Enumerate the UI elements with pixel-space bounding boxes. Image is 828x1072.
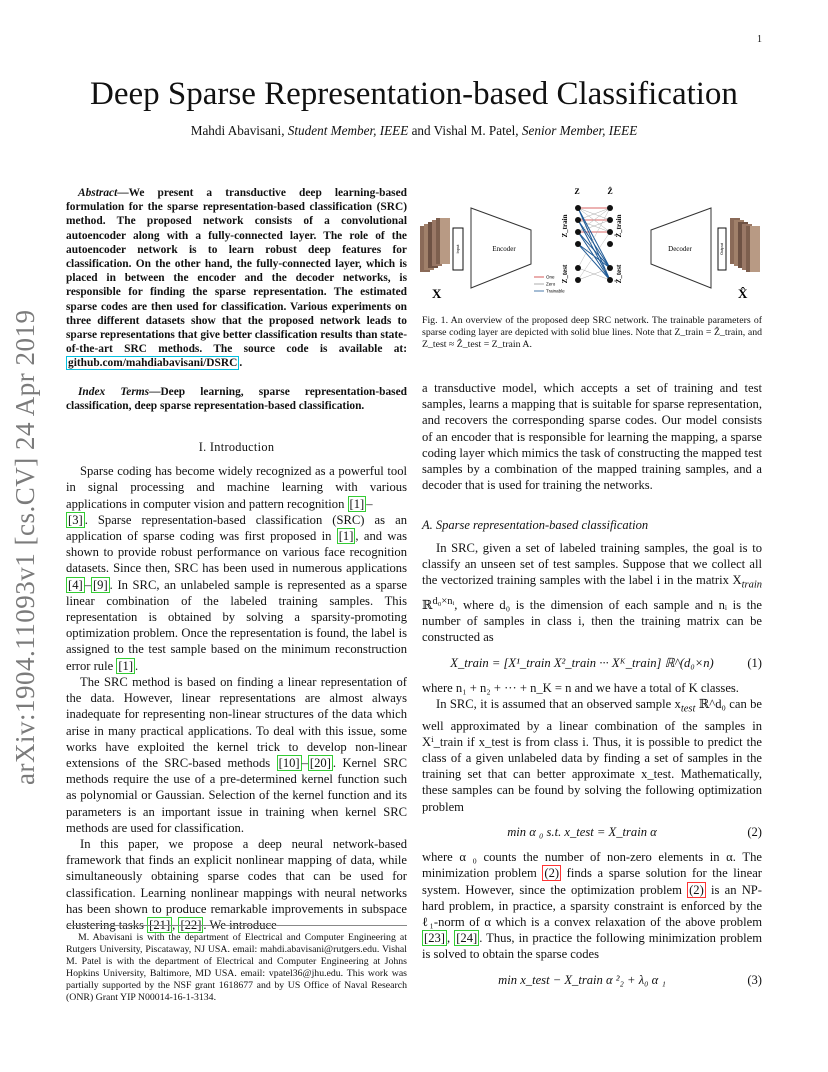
citation-link[interactable]: [22] — [180, 917, 202, 932]
zhat-train-label: Ẑ_train — [615, 214, 623, 238]
right-column — [422, 380, 762, 997]
citation-link[interactable]: [24] — [456, 931, 478, 946]
z-test-label: Z_test — [561, 264, 569, 284]
equation-reference-link[interactable]: (2) — [689, 882, 704, 897]
xhat-output-label: X̂ — [738, 286, 748, 301]
src-paragraph-3: In SRC, it is assumed that an observed sample $x_{test}$ ℝ^d₀ can be well approximated by a linear combination of the samples in Xⁱ_train if x_test is from class i. Thus, it is possible to predict the class of a given unlabeled data by finding a set of samples in the training set that can better approximate x_test. Mathematically, these samples can be found by solving the following optimization problem — [422, 696, 763, 814]
equation-number: (1) — [747, 655, 762, 670]
citation-link[interactable]: [20] — [309, 755, 331, 770]
footnote: M. Abavisani is with the department of Electrical and Computer Engineering at Rutgers University, Piscataway, NJ USA. email: mahdi.abavisani@rutgers.edu. Vishal M. Patel is with the department of Electrical and Computer Engineering at Johns Hopkins University, Baltimore, MD USA. email: vpatel36@jhu.edu. This work was partially supported by the NSF grant 1618677 and by US Office of Naval Research (ONR) Grant YIP N00014-16-1-3134. — [66, 925, 407, 1005]
zhat-label: Ẑ — [607, 187, 613, 196]
zhat-nodes — [607, 205, 613, 283]
left-column — [66, 186, 407, 933]
citation-link[interactable]: [23] — [424, 931, 445, 946]
network-diagram — [418, 178, 764, 308]
encoder-label: Encoder — [492, 245, 516, 253]
input-label: Input — [455, 244, 460, 254]
equation-number: (2) — [747, 824, 762, 839]
abstract-label: Abstract — [78, 187, 118, 199]
figure-1 — [418, 178, 764, 308]
author2-role: Senior Member, IEEE — [521, 123, 638, 138]
z-label: Z — [574, 187, 580, 196]
output-images — [730, 218, 760, 272]
x-input-label: X — [432, 286, 442, 301]
citation-link[interactable]: [1] — [349, 496, 365, 511]
equation-body: min α ₀ s.t. x_test = X_train α — [507, 824, 657, 839]
abstract: Abstract—We present a transductive deep learning-based formulation for the sparse representation-based classification (SRC) method. The proposed network consists of a convolutional autoencoder along with a fully-connected layer. The role of the autoencoder network is to learn robust deep features for classification. On the other hand, the fully-connected layer, which is placed in between the encoder and the decoder networks, is responsible for finding the sparse representation. The estimated sparse codes are then used for classification. Various experiments on three different datasets show that the proposed network leads to sparse representations that give better classification results than state-of-the-art SRC methods. The source code is available at: github.com/mahdiabavisani/DSRC . — [66, 187, 407, 370]
index-terms: Index Terms—Deep learning, sparse representation-based classification, deep sparse representation-based classification. — [66, 385, 407, 412]
subsection-heading: A. Sparse representation-based classification — [422, 518, 649, 533]
src-paragraph-2: where n₁ + n₂ + ··· + n_K = n and we have a total of K classes. — [422, 680, 739, 695]
z-nodes — [575, 205, 581, 283]
sparse-coding-connections — [578, 208, 610, 280]
svg-text:One: One — [546, 274, 555, 280]
input-images — [420, 218, 450, 272]
equation-body: X_train = [X¹_train X²_train ··· Xᴷ_train] ℝ^(d₀×n) — [450, 655, 714, 670]
equation-body: min x_test − X_train α ²₂ + λ₀ α ₁ — [498, 972, 666, 987]
equation-2 — [422, 824, 762, 840]
author-line — [0, 123, 828, 139]
citation-link[interactable]: [3] — [68, 512, 83, 527]
intro-paragraph-1: Sparse coding has become widely recognized as a powerful tool in signal processing and machine learning with various applications in computer vision and pattern recognition [1] – [3] . Sparse representation-based classification (SRC) as an application of sparse coding was first proposed in [1] , and was shown to provide robust performance on various face recognition datasets. Since then, SRC has been used in numerous applications [4] – [9] . In SRC, an unlabeled sample is represented as a sparse linear combination of the labeled training samples. This representation is obtained by solving a sparsity-promoting optimization problem. Once the representation is found, the label is assigned to the test sample based on the minimum reconstruction error rule [1] . — [66, 464, 407, 673]
source-code-link[interactable]: github.com/mahdiabavisani/DSRC — [68, 357, 238, 370]
citation-link[interactable]: [9] — [92, 577, 108, 592]
section-heading: I. Introduction — [198, 440, 275, 455]
citation-link[interactable]: [1] — [118, 658, 134, 673]
svg-text:Trainable: Trainable — [546, 288, 565, 294]
author1: Mahdi Abavisani, — [190, 123, 285, 138]
output-label: Output — [719, 242, 724, 256]
svg-text:Zero: Zero — [546, 281, 556, 287]
index-terms-label: Index Terms — [78, 385, 150, 398]
author1-role: Student Member, IEEE — [287, 123, 409, 138]
src-paragraph-1: In SRC, given a set of labeled training samples, the goal is to classify an unseen set of test samples. Suppose that we collect all the vectorized training samples with the label i in the matrix $X_{train}$ ℝ$^{d_0\times nᵢ}$, where d₀ is the dimension of each sample and nᵢ is the number of samples in class i, then the training matrix can be constructed as — [422, 540, 762, 645]
z-train-label: Z_train — [561, 214, 569, 238]
arxiv-stamp: arXiv:1904.11093v1 [cs.CV] 24 Apr 2019 — [10, 309, 40, 785]
equation-1 — [422, 655, 762, 671]
intro-paragraph-2: The SRC method is based on finding a linear representation of the data. However, linear representations are almost always inadequate for representing non-linear structures of the data which arise in many practical applications. To deal with this issue, some works have exploited the kernel trick to develop non-linear extensions of the SRC-based methods [10] – [20] . Kernel SRC methods require the use of a pre-determined kernel function such as polynomial or Gaussian. Selection of the kernel function and its parameters is an important issue in training when kernel SRC methods are used for classification. — [66, 674, 407, 835]
decoder-label: Decoder — [668, 245, 692, 253]
equation-number: (3) — [747, 972, 762, 987]
paper-title: Deep Sparse Representation-based Classification — [90, 76, 738, 112]
equation-reference-link[interactable]: (2) — [544, 866, 560, 881]
intro-paragraph-3: In this paper, we propose a deep neural network-based framework that finds an explicit nonlinear mapping of data, while simultaneously obtaining sparse codes that can be used for classification. Learning nonlinear mappings with neural networks has been shown to produce remarkable improvements in subspace clustering tasks [21] , [22] . We introduce — [66, 836, 407, 932]
citation-link[interactable]: [10] — [278, 755, 300, 770]
author2: and Vishal M. Patel, — [411, 123, 519, 138]
page-number: 1 — [757, 34, 762, 45]
figure-caption: Fig. 1. An overview of the proposed deep SRC network. The trainable parameters of sparse coding layer are depicted with solid blue lines. Note that Z_train = Ẑ_train, and Z_test ≈ Ẑ_test = Z_train A. — [422, 315, 762, 351]
zhat-test-label: Ẑ_test — [615, 264, 623, 284]
citation-link[interactable]: [21] — [149, 917, 171, 932]
citation-link[interactable]: [4] — [68, 577, 83, 592]
citation-link[interactable]: [1] — [338, 529, 354, 544]
intro-paragraph-4: a transductive model, which accepts a set of training and test samples, learns a mapping that is suitable for sparse representation, and recovers the corresponding sparse codes. Our model consists of an encoder that is responsible for learning the mapping, a sparse coding layer which mimics the task of constructing the mapped test samples by a combination of the mapped training samples, and a decoder that is used for training the networks. — [422, 381, 762, 493]
src-paragraph-4: where α ₀ counts the number of non-zero elements in α. The minimization problem (2) finds a sparse solution for the linear system. However, since the optimization problem (2) is an NP-hard problem, in practice, a sparsity constraint is enforced by the ℓ₁-norm of α which is a convex relaxation of the above problem [23] , [24] . Thus, in practice the following minimization problem is solved to obtain the sparse codes — [422, 850, 762, 962]
equation-3 — [422, 972, 762, 988]
